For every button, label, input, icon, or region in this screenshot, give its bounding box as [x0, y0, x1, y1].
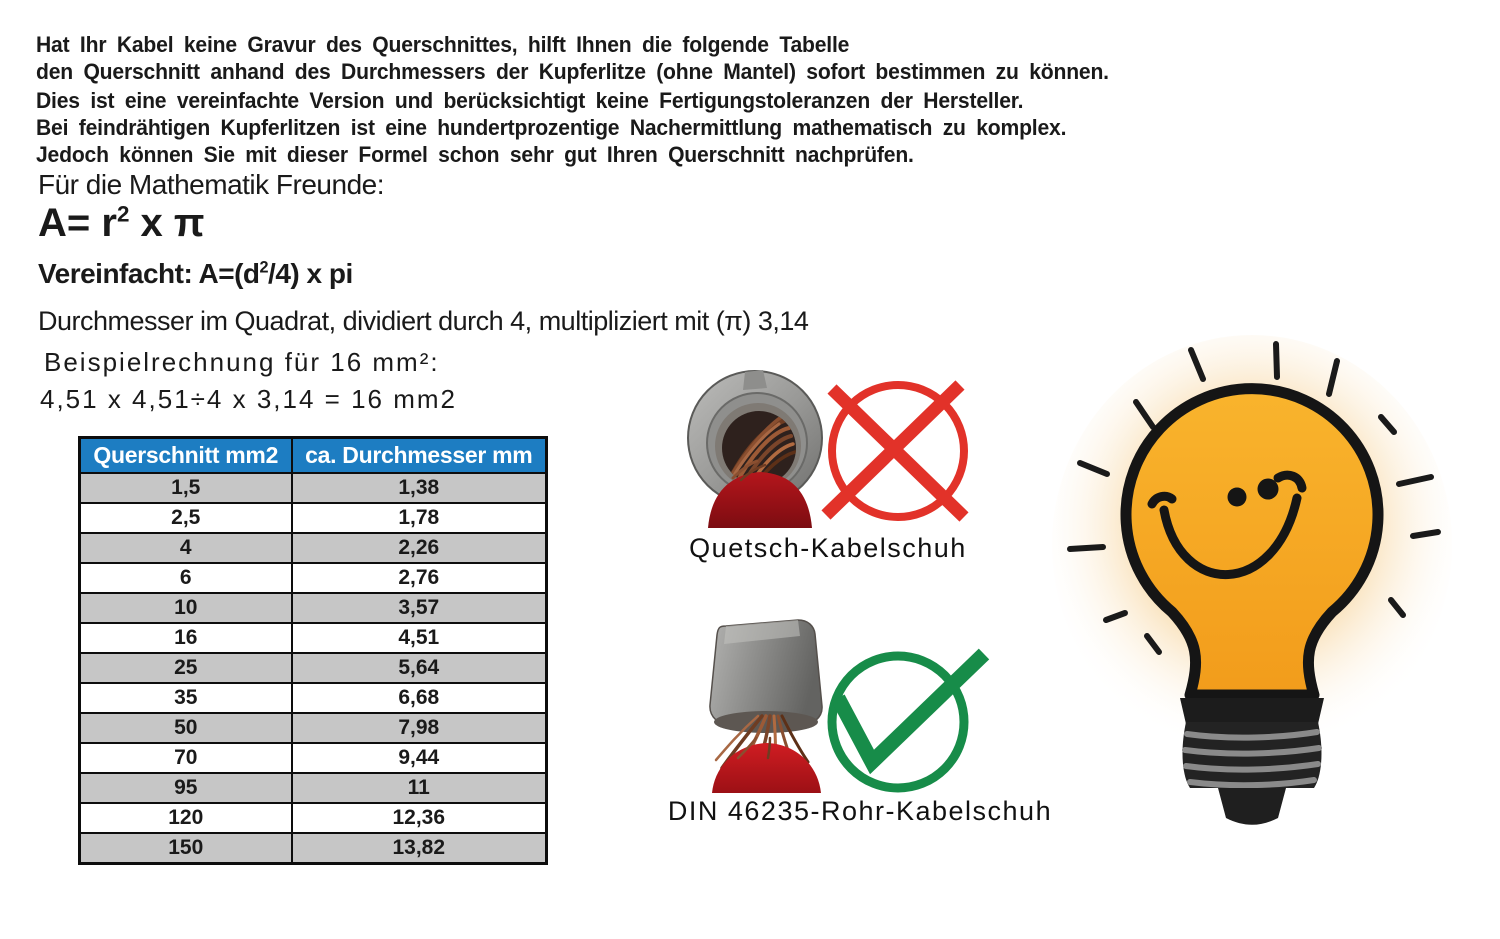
simplified-base: Vereinfacht: A=(d [38, 258, 260, 289]
simplified-rest: /4) x pi [268, 258, 353, 289]
table-header-durchmesser: ca. Durchmesser mm [292, 438, 547, 474]
table-cell: 2,5 [80, 503, 292, 533]
table-cell: 6,68 [292, 683, 547, 713]
conversion-table-body [80, 473, 547, 864]
table-row [80, 563, 547, 593]
intro-paragraph-2 [36, 87, 1066, 168]
table-cell: 120 [80, 803, 292, 833]
table-cell: 7,98 [292, 713, 547, 743]
table-row [80, 773, 547, 803]
table-cell: 11 [292, 773, 547, 803]
intro-line: Dies ist eine vereinfachte Version und berücksichtigt keine Fertigungstoleranzen der Hersteller. [36, 88, 1024, 113]
table-row [80, 653, 547, 683]
simplified-exponent: 2 [259, 258, 269, 277]
intro-line: Bei feindrähtigen Kupferlitzen ist eine hundertprozentige Nachermittlung mathematisch zu komplex. [36, 115, 1067, 140]
wrong-lug-caption: Quetsch-Kabelschuh [689, 533, 967, 563]
table-cell: 3,57 [292, 593, 547, 623]
table-cell: 4 [80, 533, 292, 563]
table-cell: 6 [80, 563, 292, 593]
table-header-row [80, 438, 547, 474]
simplified-formula [38, 258, 353, 290]
table-row [80, 503, 547, 533]
table-cell: 10 [80, 593, 292, 623]
intro-paragraph-1 [36, 31, 1109, 85]
check-circle-icon [818, 640, 994, 796]
table-cell: 2,76 [292, 563, 547, 593]
table-cell: 16 [80, 623, 292, 653]
cross-circle-icon [820, 374, 972, 524]
table-cell: 1,78 [292, 503, 547, 533]
table-cell: 4,51 [292, 623, 547, 653]
table-row [80, 593, 547, 623]
right-lug-caption: DIN 46235-Rohr-Kabelschuh [667, 796, 1053, 826]
table-row [80, 473, 547, 503]
table-row [80, 833, 547, 864]
formula-base: A= r [38, 201, 117, 245]
tube-lug-photo [700, 618, 832, 793]
table-cell: 1,5 [80, 473, 292, 503]
table-cell: 5,64 [292, 653, 547, 683]
table-cell: 25 [80, 653, 292, 683]
formula-exponent: 2 [116, 201, 130, 227]
table-row [80, 743, 547, 773]
table-cell: 95 [80, 773, 292, 803]
example-title: Beispielrechnung für 16 mm²: [44, 347, 440, 377]
intro-line: Hat Ihr Kabel keine Gravur des Querschnittes, hilft Ihnen die folgende Tabelle [36, 32, 850, 57]
table-cell: 13,82 [292, 833, 547, 864]
table-cell: 50 [80, 713, 292, 743]
formula-explanation: Durchmesser im Quadrat, dividiert durch 4, multipliziert mit (π) 3,14 [38, 306, 809, 336]
table-cell: 35 [80, 683, 292, 713]
table-row [80, 623, 547, 653]
table-row [80, 533, 547, 563]
table-cell: 1,38 [292, 473, 547, 503]
table-cell: 70 [80, 743, 292, 773]
table-row [80, 683, 547, 713]
lightbulb-smiley-icon [1040, 330, 1490, 850]
conversion-table [78, 436, 548, 865]
formula-rest: x π [129, 201, 205, 245]
math-section-title: Für die Mathematik Freunde: [38, 169, 384, 200]
crimp-lug-photo [683, 358, 833, 528]
area-formula [38, 201, 205, 246]
table-row [80, 803, 547, 833]
intro-line: Jedoch können Sie mit dieser Formel schon sehr gut Ihren Querschnitt nachprüfen. [36, 142, 914, 167]
table-header-querschnitt: Querschnitt mm2 [80, 438, 292, 474]
table-cell: 2,26 [292, 533, 547, 563]
intro-line: den Querschnitt anhand des Durchmessers der Kupferlitze (ohne Mantel) sofort bestimmen zu können. [36, 59, 1109, 84]
table-cell: 12,36 [292, 803, 547, 833]
table-cell: 150 [80, 833, 292, 864]
example-calculation: 4,51 x 4,51÷4 x 3,14 = 16 mm2 [40, 384, 457, 414]
table-cell: 9,44 [292, 743, 547, 773]
table-row [80, 713, 547, 743]
